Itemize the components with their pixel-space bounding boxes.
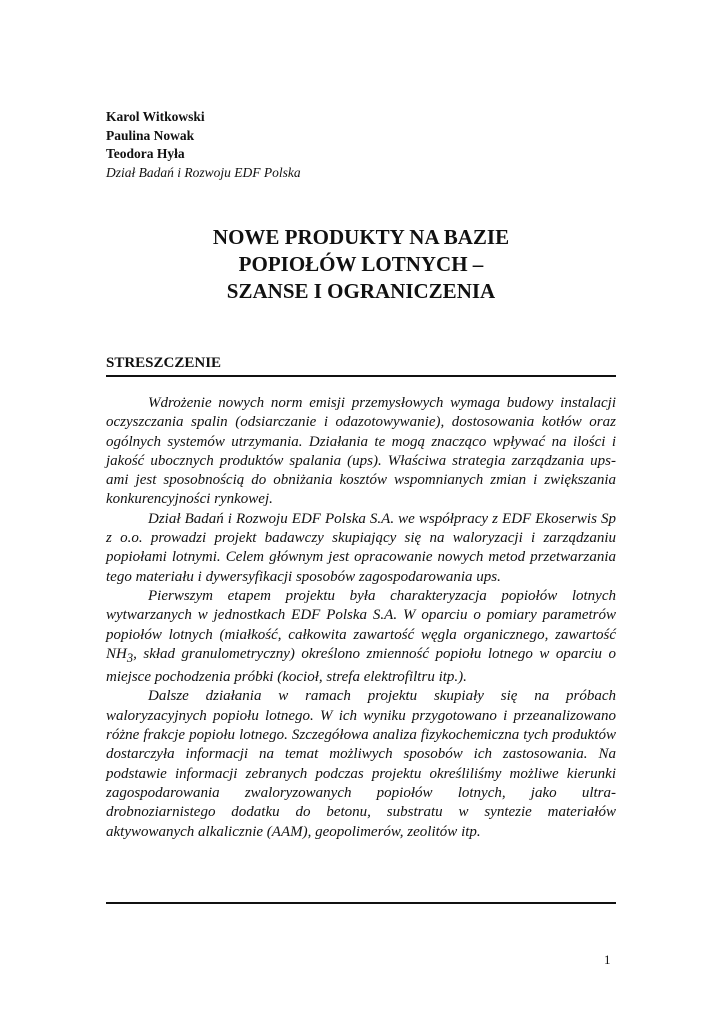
page-number: 1	[604, 952, 611, 967]
author-affiliation: Dział Badań i Rozwoju EDF Polska	[106, 164, 301, 180]
abstract-paragraph: Dalsze działania w ramach projektu skupiały się na próbach waloryzacyjnych popiołu lotnego. W ich wyniku przygotowano i przeanalizowano różne frakcje popiołu lotnego. Szczegółowa analiza fizykochemiczna tych produktów dostarczyła informacji na temat możliwych sposobów ich zastosowania. Na podstawie informacji zebranych podczas projektu określiliśmy możliwe kierunki zagospodarowania zwaloryzowanych popiołów lotnych, jako ultra-drobnoziarnistego dodatku do betonu, substratu w syntezie materiałów aktywowanych alkalicznie (AAM), geopolimerów, zeolitów itp.	[106, 688, 616, 840]
abstract-end-divider	[106, 902, 616, 904]
abstract-heading: STRESZCZENIE	[106, 355, 222, 371]
abstract-paragraph: Dział Badań i Rozwoju EDF Polska S.A. we współpracy z EDF Ekoserwis Sp z o.o. prowadzi projekt badawczy skupiający się na waloryzacji i zarządzaniu popiołami lotnymi. Celem głównym jest opracowanie nowych metod przetwarzania tego materiału i dywersyfikacji sposobów zagospodarowania ups.	[106, 510, 616, 585]
abstract-paragraph	[106, 587, 616, 687]
paragraph-text: Pierwszym etapem projektu była charakteryzacja popiołów lotnych wytwarzanych w jednostkach EDF Polska S.A. W oparciu o pomiary parametrów popiołów lotnych (miałkość, całkowita zawartość węgla organicznego, zawartość NH	[106, 587, 616, 662]
title-line: NOWE PRODUKTY NA BAZIE	[212, 225, 510, 249]
paragraph-text: , skład granulometryczny) określono zmienność popiołu lotnego w oparciu o miejsce pochodzenia próbki (kocioł, strefa elektrofiltru itp.).	[106, 645, 616, 686]
chemical-subscript: 3	[126, 650, 134, 665]
paper-title	[106, 224, 616, 305]
heading-divider	[106, 375, 616, 377]
author-name: Teodora Hyła	[106, 146, 185, 161]
author-name: Paulina Nowak	[106, 127, 195, 143]
title-line: SZANSE I OGRANICZENIA	[226, 279, 496, 303]
abstract-paragraph: Wdrożenie nowych norm emisji przemysłowych wymaga budowy instalacji oczyszczania spalin (odsiarczanie i odazotowywanie), dostosowania kotłów oraz ogólnych systemów utrzymania. Działania te mogą znacząco wpływać na ilości i jakość ubocznych produktów spalania (ups). Właściwa strategia zarządzania ups-ami jest sposobnością do obniżania kosztów wspomnianych zmian i zwiększania konkurencyjności rynkowej.	[106, 395, 616, 508]
author-name: Karol Witkowski	[106, 109, 205, 124]
title-line: POPIOŁÓW LOTNYCH –	[238, 252, 484, 276]
author-block	[106, 108, 506, 182]
abstract-body	[106, 394, 616, 842]
